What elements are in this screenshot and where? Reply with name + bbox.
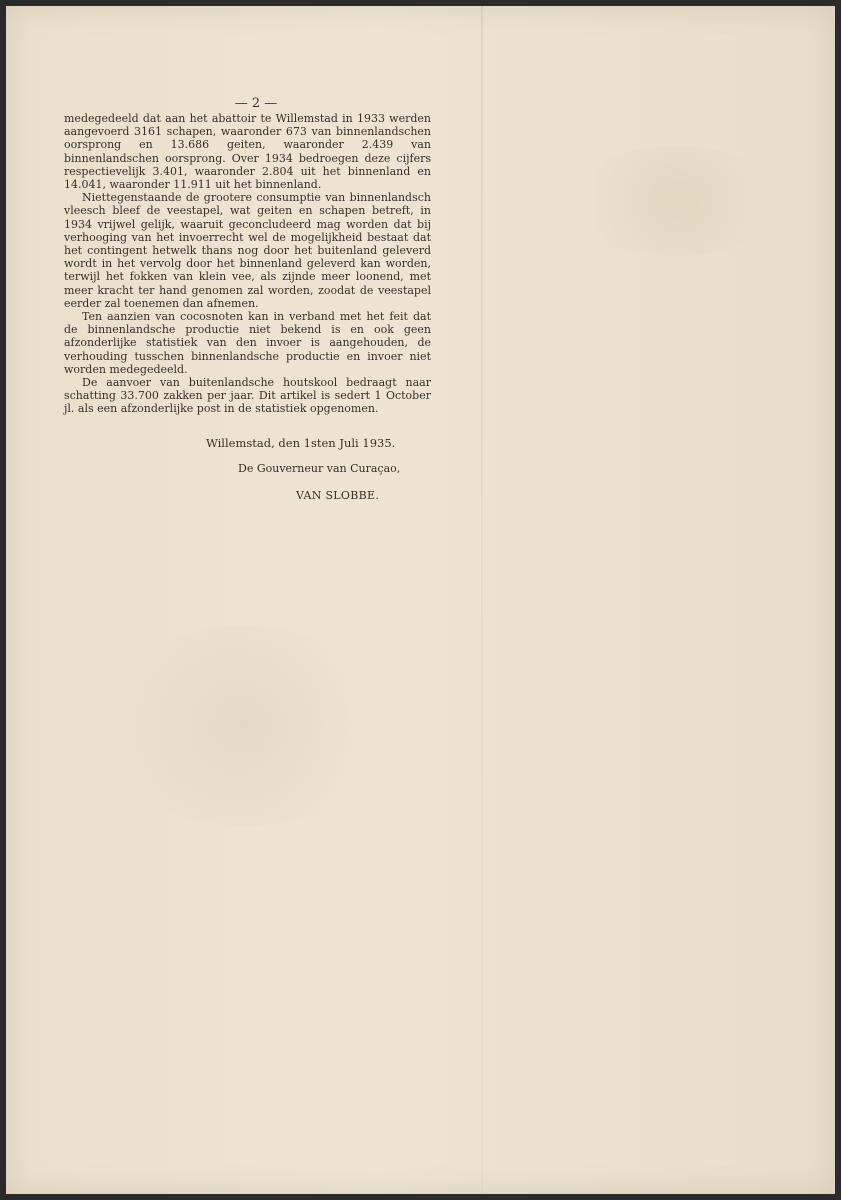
signatory-name: VAN SLOBBE.	[296, 489, 380, 502]
paper-stain	[96, 626, 396, 826]
paragraph: Ten aanzien van cocosnoten kan in verband met het feit dat de binnenlandsche productie niet bekend is en ook geen afzonderlijke statistiek van den invoer is aangehouden, de verhouding tusschen binnenlandsche productie en invoer niet worden medegedeeld.	[64, 310, 431, 376]
place-and-date: Willemstad, den 1sten Juli 1935.	[206, 436, 396, 450]
paper-stain	[566, 146, 786, 256]
body-text	[64, 112, 431, 416]
page-fold-line	[481, 6, 483, 1194]
bleed-through-subheading	[510, 120, 830, 132]
signatory-title: De Gouverneur van Curaçao,	[238, 462, 401, 475]
page-number: — 2 —	[234, 96, 278, 111]
document-page	[6, 6, 835, 1194]
paragraph: Niettegenstaande de grootere consumptie van binnenlandsch vleesch bleef de veestapel, wat geiten en schapen betreft, in 1934 vrijwel gelijk, waaruit geconcludeerd mag worden dat bij verhooging van het invoerrecht wel de mogelijkheid bestaat dat het contingent hetwelk thans nog door het buitenland geleverd wordt in het vervolg door het binnenland geleverd kan worden, terwijl het fokken van klein vee, als zijnde meer loonend, met meer kracht ter hand genomen zal worden, zoodat de veestapel eerder zal toenemen dan afnemen.	[64, 191, 431, 310]
paragraph: medegedeeld dat aan het abattoir te Willemstad in 1933 werden aangevoerd 3161 schapen, waaronder 673 van binnenlandschen oorsprong en 13.686 geiten, waaronder 2.439 van binnenlandschen oorsprong. Over 1934 bedroegen deze cijfers respectievelijk 3.401, waaronder 2.804 uit het binnenland en 14.041, waaronder 11.911 uit het binnenland.	[64, 112, 431, 192]
paragraph: De aanvoer van buitenlandsche houtskool bedraagt naar schatting 33.700 zakken per jaar. Dit artikel is sedert 1 October jl. als een afzonderlijke post in de statistiek opgenomen.	[64, 376, 431, 416]
